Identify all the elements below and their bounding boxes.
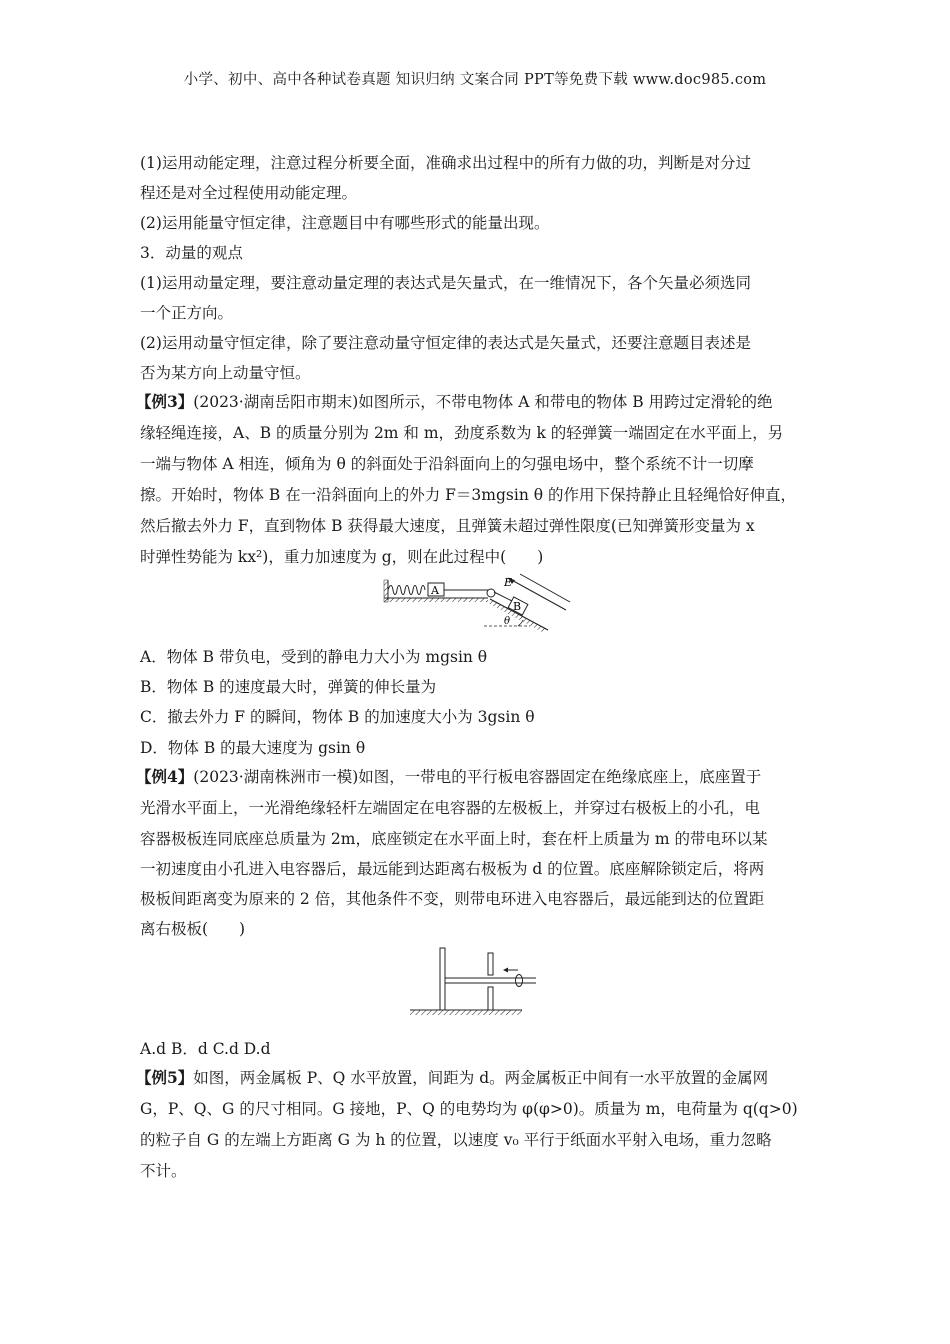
text-line: 光滑水平面上，一光滑绝缘轻杆左端固定在电容器的左极板上，并穿过右极板上的小孔，电	[140, 799, 761, 817]
text-line: 3．动量的观点	[140, 244, 243, 262]
text-line: 否为某方向上动量守恒。	[140, 364, 311, 382]
example4-source: (2023·湖南株洲市一模)	[193, 768, 359, 786]
base	[410, 1010, 522, 1015]
text-line: 极板间距离变为原来的 2 倍，其他条件不变，则带电环进入电容器后，最远能到达的位置距	[140, 890, 765, 908]
right-plate-lower	[488, 987, 493, 1010]
example4-first-line	[136, 767, 761, 787]
text-line: G，P、Q、G 的尺寸相同。G 接地，P、Q 的电势均为 φ(φ>0)。质量为 m，电荷量为 q(q>0)	[140, 1100, 798, 1118]
pulley	[487, 589, 495, 597]
text-line: 离右极板( )	[140, 920, 246, 938]
ground	[384, 598, 488, 602]
example4-options: A.d B．d C.d D.d	[140, 1040, 271, 1058]
text-line: 一初速度由小孔进入电容器后，最远能到达距离右极板为 d 的位置。底座解除锁定后，将两	[140, 860, 765, 878]
example3-text: 如图所示，不带电物体 A 和带电的物体 B 用跨过定滑轮的绝	[358, 393, 773, 411]
capacitor-figure	[406, 945, 536, 1025]
left-plate	[440, 948, 445, 1010]
angle-label: θ	[504, 616, 511, 627]
field-label: E	[504, 576, 513, 589]
example4-text: 如图，一带电的平行板电容器固定在绝缘底座上，底座置于	[358, 768, 762, 786]
option-a: A．物体 B 带负电，受到的静电力大小为 mgsin θ	[140, 648, 488, 666]
option-d: D．物体 B 的最大速度为 gsin θ	[140, 739, 366, 757]
text-line: 然后撤去外力 F，直到物体 B 获得最大速度，且弹簧未超过弹性限度(已知弹簧形变量为 x	[140, 517, 755, 535]
example5-first-line	[136, 1068, 768, 1088]
text-line: 擦。开始时，物体 B 在一沿斜面向上的外力 F＝3mgsin θ 的作用下保持静止且轻绳恰好伸直，	[140, 486, 796, 504]
text-line: 缘轻绳连接，A、B 的质量分别为 2m 和 m，劲度系数为 k 的轻弹簧一端固定在水平面上，另	[140, 424, 784, 442]
block-b-label: B	[513, 600, 522, 613]
spring-incline-figure	[380, 572, 580, 634]
example3-source: (2023·湖南岳阳市期末)	[193, 393, 359, 411]
text-line: 一端与物体 A 相连，倾角为 θ 的斜面处于沿斜面向上的匀强电场中，整个系统不计一切摩	[140, 455, 754, 473]
right-plate-upper	[488, 953, 493, 975]
option-c: C．撤去外力 F 的瞬间，物体 B 的加速度大小为 3gsin θ	[140, 708, 535, 726]
text-line: 程还是对全过程使用动能定理。	[140, 184, 358, 202]
text-line: (1)运用动量定理，要注意动量定理的表达式是矢量式，在一维情况下，各个矢量必须选同	[140, 274, 751, 292]
text-line: 不计。	[140, 1162, 187, 1180]
text-line: 的粒子自 G 的左端上方距离 G 为 h 的位置，以速度 v₀ 平行于纸面水平射入电场，重力忽略	[140, 1131, 772, 1149]
spring	[388, 586, 425, 595]
example3-label: 【例3】	[136, 392, 194, 411]
page-header: 小学、初中、高中各种试卷真题 知识归纳 文案合同 PPT等免费下载 www.doc985.com	[183, 72, 767, 88]
example5-text: 如图，两金属板 P、Q 水平放置，间距为 d。两金属板正中间有一水平放置的金属网	[193, 1069, 769, 1087]
block-a-label: A	[431, 584, 439, 597]
text-line: 一个正方向。	[140, 304, 234, 322]
field-line	[520, 574, 570, 602]
text-line: (2)运用能量守恒定律，注意题目中有哪些形式的能量出现。	[140, 214, 550, 232]
text-line: (1)运用动能定理，注意过程分析要全面，准确求出过程中的所有力做的功，判断是对分过	[140, 154, 751, 172]
example4-label: 【例4】	[136, 767, 194, 786]
text-line: 时弹性势能为 kx²)，重力加速度为 g，则在此过程中( )	[140, 548, 544, 566]
option-b: B．物体 B 的速度最大时，弹簧的伸长量为	[140, 678, 437, 696]
text-line: (2)运用动量守恒定律，除了要注意动量守恒定律的表达式是矢量式，还要注意题目表述是	[140, 334, 751, 352]
example5-label: 【例5】	[136, 1068, 194, 1087]
example3-first-line	[136, 392, 773, 412]
text-line: 容器极板连同底座总质量为 2m，底座锁定在水平面上时，套在杆上质量为 m 的带电环以某	[140, 830, 768, 848]
